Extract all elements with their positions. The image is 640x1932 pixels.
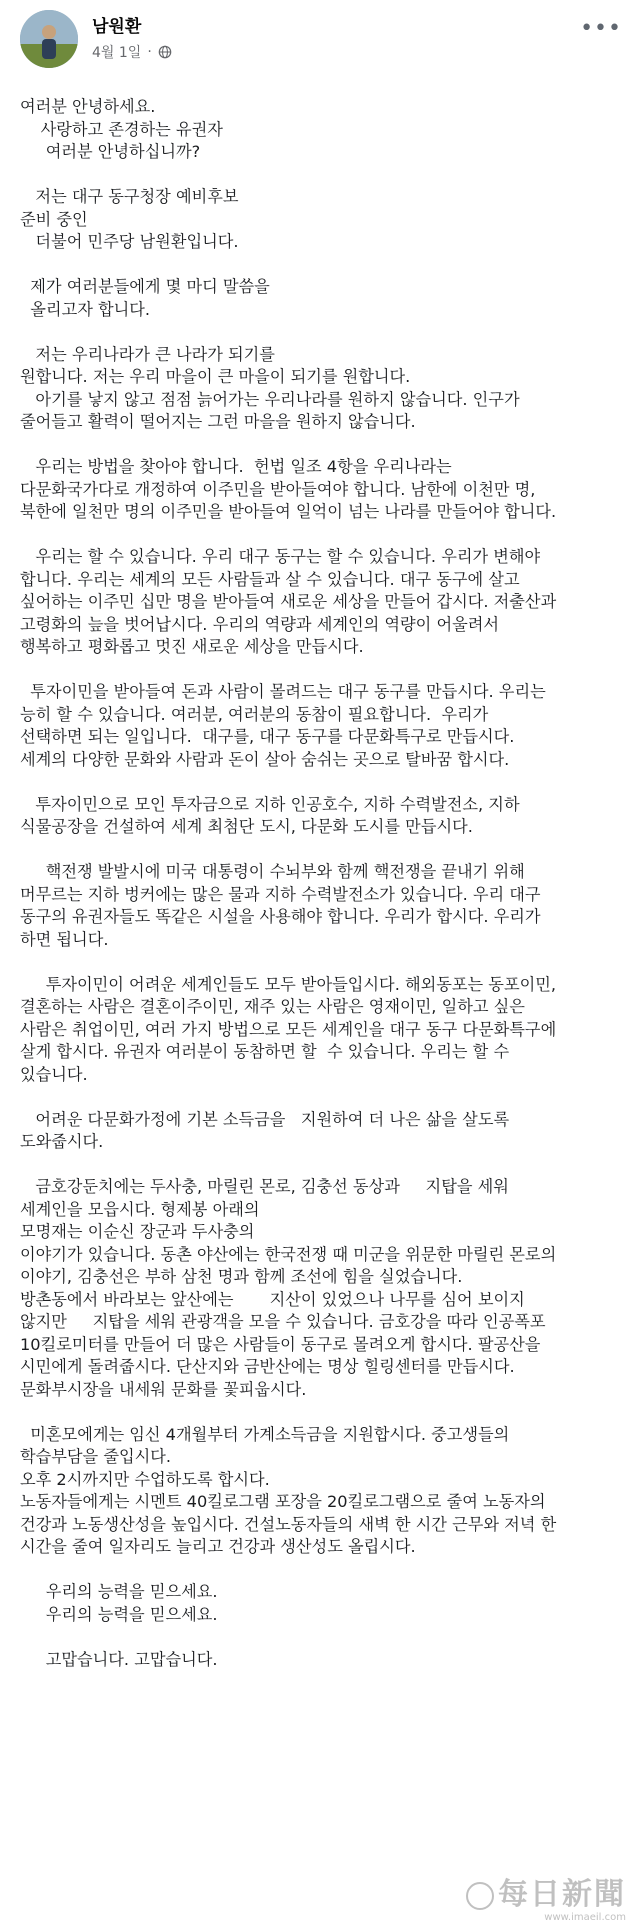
body-line: 저는 대구 동구청장 예비후보 — [20, 187, 239, 206]
watermark-logo: 每日新聞 — [436, 1878, 626, 1912]
body-line: 북한에 일천만 명의 이주민을 받아들여 일억이 넘는 나라를 만들어야 합니다. — [20, 502, 557, 521]
body-line — [20, 524, 620, 547]
post-meta — [92, 42, 172, 62]
body-line: 여러분 안녕하십니까? — [20, 142, 201, 161]
body-line: 있습니다. — [20, 1064, 88, 1084]
body-line: 학습부담을 줄입시다. — [20, 1447, 172, 1466]
body-line: 고령화의 늪을 벗어납시다. 우리의 역량과 세계인의 역량이 어울려서 — [20, 614, 500, 634]
body-line — [20, 1626, 620, 1649]
body-line: 합니다. 우리는 세계의 모든 사람들과 살 수 있습니다. 대구 동구에 살고 — [20, 569, 520, 589]
body-line: 문화부시장을 내세워 문화를 꽃피웁시다. — [20, 1379, 307, 1399]
body-line — [20, 951, 620, 974]
body-line: 아기를 낳지 않고 점점 늙어가는 우리나라를 원하지 않습니다. 인구가 — [20, 389, 520, 409]
body-line: 세계인을 모읍시다. 형제봉 아래의 — [20, 1199, 260, 1219]
body-line: 이야기가 있습니다. 동촌 야산에는 한국전쟁 때 미군을 위문한 마릴린 몬로의 — [20, 1244, 557, 1264]
post-date[interactable]: 4월 1일 — [92, 45, 142, 61]
body-line: 금호강둔치에는 두사충, 마릴린 몬로, 김충선 동상과 지탑을 세워 — [20, 1177, 509, 1196]
body-line: 건강과 노동생산성을 높입시다. 건설노동자들의 새벽 한 시간 근무와 저녁 한 — [20, 1514, 557, 1534]
body-line: 사람은 취업이민, 여러 가지 방법으로 모든 세계인을 대구 동구 다문화특구에 — [20, 1019, 557, 1039]
body-line: 줄어들고 활력이 떨어지는 그런 마을을 원하지 않습니다. — [20, 412, 416, 431]
body-line — [20, 1086, 620, 1109]
body-line: 모명재는 이순신 장군과 두사충의 — [20, 1222, 255, 1241]
meta-separator: · — [147, 44, 152, 60]
body-line: 방촌동에서 바라보는 앞산에는 지산이 있었으나 나무를 심어 보이지 — [20, 1289, 525, 1309]
body-line: 고맙습니다. 고맙습니다. — [20, 1649, 218, 1669]
body-line: 하면 됩니다. — [20, 929, 109, 949]
body-line: 제가 여러분들에게 몇 마디 말씀을 — [20, 277, 270, 296]
body-line: 투자이민으로 모인 투자금으로 지하 인공호수, 지하 수력발전소, 지하 — [20, 794, 520, 814]
body-line: 선택하면 되는 일입니다. 대구를, 대구 동구를 다문화특구로 만듭시다. — [20, 727, 515, 746]
body-line: 우리는 방법을 찾아야 합니다. 헌법 일조 4항을 우리나라는 — [20, 457, 452, 476]
body-line: 우리의 능력을 믿으세요. — [20, 1582, 218, 1601]
body-line — [20, 771, 620, 794]
body-line: 미혼모에게는 임신 4개월부터 가계소득금을 지원합시다. 중고생들의 — [20, 1424, 510, 1444]
body-line: 식물공장을 건설하여 세계 최첨단 도시, 다문화 도시를 만듭시다. — [20, 817, 473, 836]
body-line: 살게 합시다. 유권자 여러분이 동참하면 할 수 있습니다. 우리는 할 수 — [20, 1042, 510, 1061]
body-line: 결혼하는 사람은 결혼이주이민, 재주 있는 사람은 영재이민, 일하고 싶은 — [20, 997, 525, 1016]
body-line — [20, 434, 620, 457]
body-line — [20, 321, 620, 344]
watermark — [436, 1878, 626, 1926]
profile-photo — [20, 10, 78, 68]
body-line: 저는 우리나라가 큰 나라가 되기를 — [20, 344, 275, 364]
body-line: 투자이민이 어려운 세계인들도 모두 받아들입시다. 해외동포는 동포이민, — [20, 974, 557, 994]
body-line: 우리의 능력을 믿으세요. — [20, 1604, 218, 1624]
author-name[interactable]: 남원환 — [92, 17, 142, 37]
body-line: 더불어 민주당 남원환입니다. — [20, 232, 239, 251]
body-line: 여러분 안녕하세요. — [20, 97, 156, 116]
avatar[interactable] — [20, 10, 78, 68]
body-line: 동구의 유권자들도 똑같은 시설을 사용해야 합니다. 우리가 합시다. 우리가 — [20, 907, 541, 926]
body-line: 세계의 다양한 문화와 사람과 돈이 살아 숨쉬는 곳으로 탈바꿈 합시다. — [20, 749, 510, 769]
body-line — [20, 164, 620, 187]
body-line: 도와줍시다. — [20, 1132, 104, 1151]
body-line: 오후 2시까지만 수업하도록 합시다. — [20, 1469, 270, 1489]
globe-icon[interactable] — [158, 45, 172, 59]
body-line: 사랑하고 존경하는 유권자 — [20, 119, 223, 139]
body-line — [20, 1559, 620, 1582]
body-line — [20, 1401, 620, 1424]
body-line: 우리는 할 수 있습니다. 우리 대구 동구는 할 수 있습니다. 우리가 변해야 — [20, 547, 541, 566]
body-line: 10킬로미터를 만들어 더 많은 사람들이 동구로 몰려오게 합시다. 팔공산을 — [20, 1334, 541, 1354]
post-body-text — [20, 96, 620, 1671]
body-line: 핵전쟁 발발시에 미국 대통령이 수뇌부와 함께 핵전쟁을 끝내기 위해 — [20, 862, 525, 881]
body-line: 투자이민을 받아들여 돈과 사람이 몰려드는 대구 동구를 만듭시다. 우리는 — [20, 682, 546, 701]
body-line — [20, 1154, 620, 1177]
seal-icon — [466, 1882, 494, 1910]
body-line: 능히 할 수 있습니다. 여러분, 여러분의 동참이 필요합니다. 우리가 — [20, 704, 489, 724]
post-header — [0, 0, 640, 80]
watermark-url: www.imaeil.com — [544, 1912, 626, 1923]
body-line: 행복하고 평화롭고 멋진 새로운 세상을 만듭시다. — [20, 637, 364, 656]
body-line: 준비 중인 — [20, 209, 88, 229]
body-line — [20, 839, 620, 862]
body-line: 어려운 다문화가정에 기본 소득금을 지원하여 더 나은 삶을 살도록 — [20, 1109, 510, 1129]
body-line: 올리고자 합니다. — [20, 299, 151, 319]
body-line: 시민에게 돌려줍시다. 단산지와 금반산에는 명상 힐링센터를 만듭시다. — [20, 1357, 515, 1376]
body-line: 이야기, 김충선은 부하 삼천 명과 함께 조선에 힘을 실었습니다. — [20, 1267, 463, 1286]
body-line: 원합니다. 저는 우리 마을이 큰 마을이 되기를 원합니다. — [20, 367, 411, 386]
more-options-icon[interactable]: ••• — [580, 16, 622, 41]
body-line — [20, 659, 620, 682]
body-line: 시간을 줄여 일자리도 늘리고 건강과 생산성도 올립시다. — [20, 1537, 416, 1556]
body-line — [20, 254, 620, 277]
body-line: 않지만 지탑을 세워 관광객을 모을 수 있습니다. 금호강을 따라 인공폭포 — [20, 1312, 546, 1331]
body-line: 머무르는 지하 벙커에는 많은 물과 지하 수력발전소가 있습니다. 우리 대구 — [20, 884, 541, 904]
body-line: 싶어하는 이주민 십만 명을 받아들여 새로운 세상을 만들어 갑시다. 저출산과 — [20, 592, 557, 611]
body-line: 노동자들에게는 시멘트 40킬로그램 포장을 20킬로그램으로 줄여 노동자의 — [20, 1492, 546, 1511]
body-line: 다문화국가다로 개정하여 이주민을 받아들여야 합니다. 남한에 이천만 명, — [20, 479, 536, 499]
